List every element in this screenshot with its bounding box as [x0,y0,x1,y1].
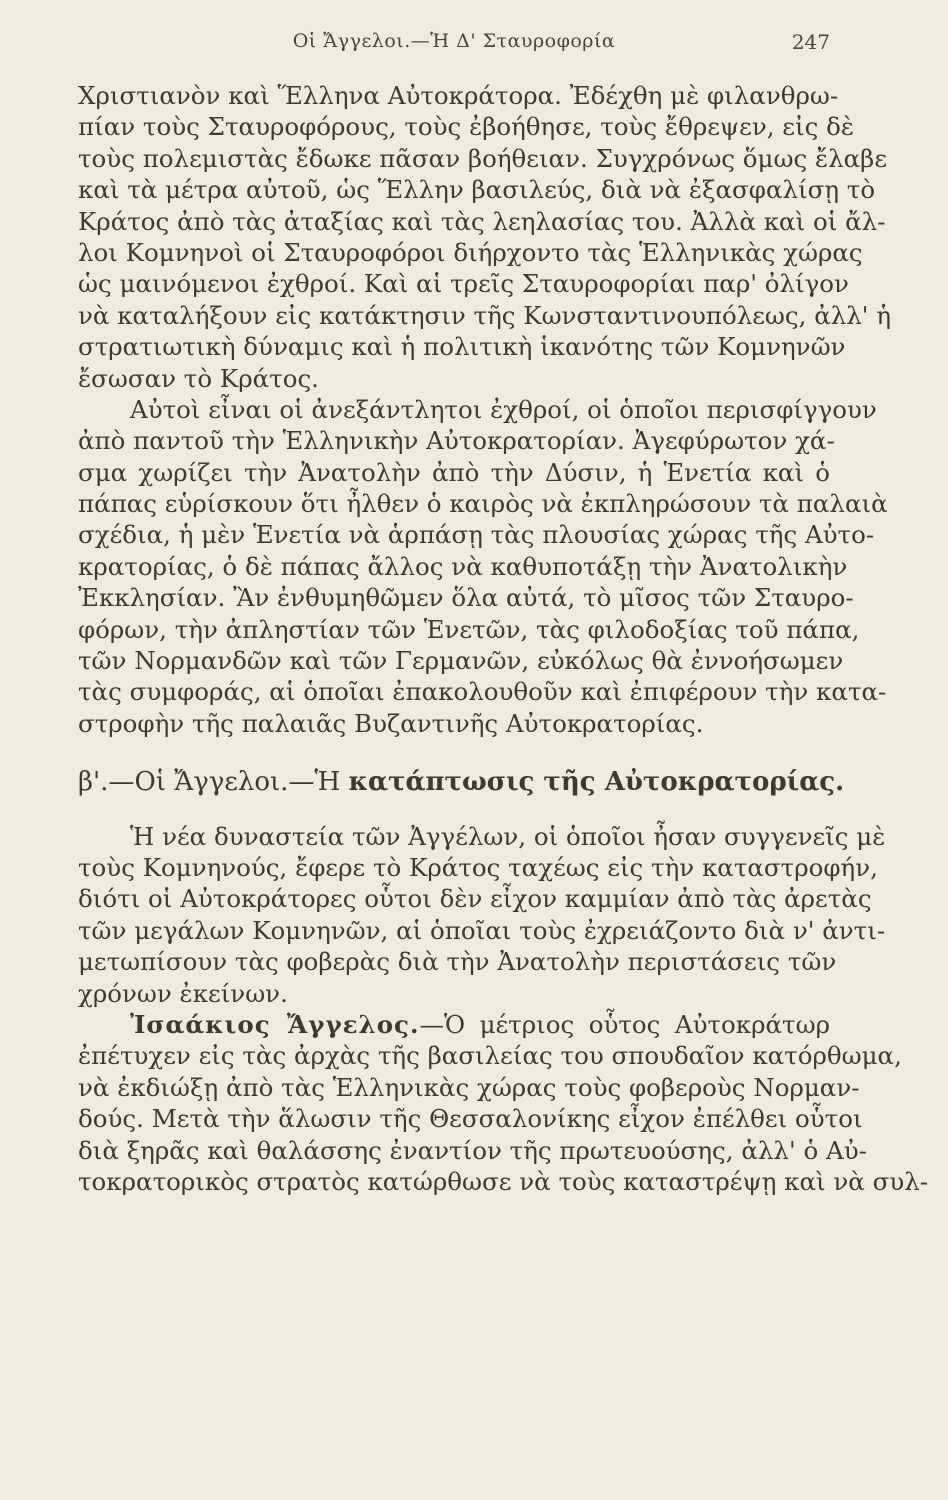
text-line: σμα χωρίζει τὴν Ἀνατολὴν ἀπὸ τὴν Δύσιν, ἡ Ἑνετία καὶ ὁ [78,457,830,487]
text-line: νὰ καταλήξουν εἰς κατάκτησιν τῆς Κωνσταντινουπόλεως, ἀλλ' ἡ [78,300,892,330]
page-header [78,30,830,62]
text-line: νὰ ἐκδιώξῃ ἀπὸ τὰς Ἑλληνικὰς χώρας τοὺς φοβεροὺς Νορμαν- [78,1072,860,1102]
text-line: τὰς συμφοράς, αἱ ὁποῖαι ἐπακολουθοῦν καὶ ἐπιφέρουν τὴν κατα- [78,677,887,707]
text-line: μετωπίσουν τὰς φοβερὰς διὰ τὴν Ἀνατολὴν περιστάσεις τῶν [78,947,837,977]
text-run: —Ὁ μέτριος οὗτος Αὐτοκράτωρ [419,1009,830,1039]
text-line: Ἡ νέα δυναστεία τῶν Ἀγγέλων, οἱ ὁποῖοι ἦσαν συγγενεῖς μὲ [130,821,886,851]
page-body [78,80,929,1197]
text-line: στροφὴν τῆς παλαιᾶς Βυζαντινῆς Αὐτοκρατορίας. [78,708,704,738]
text-line: τῶν Νορμανδῶν καὶ τῶν Γερμανῶν, εὐκόλως θὰ ἐννοήσωμεν [78,646,844,676]
text-line: πάπας εὑρίσκουν ὅτι ἦλθεν ὁ καιρὸς νὰ ἐκπληρώσουν τὰ παλαιὰ [78,489,888,519]
text-line: χρόνων ἐκείνων. [78,978,288,1008]
text-line: διότι οἱ Αὐτοκράτορες οὗτοι δὲν εἶχον καμμίαν ἀπὸ τὰς ἀρετὰς [78,884,872,914]
text-line: τοὺς πολεμιστὰς ἔδωκε πᾶσαν βοήθειαν. Συγχρόνως ὅμως ἔλαβε [78,143,888,173]
text-line: Κράτος ἀπὸ τὰς ἀταξίας καὶ τὰς λεηλασίας του. Ἀλλὰ καὶ οἱ ἄλ- [78,206,886,236]
text-line [78,1009,830,1040]
section-heading-prefix: β'.—Οἱ Ἄγγελοι.—Ἡ [78,767,349,798]
text-line: πίαν τοὺς Σταυροφόρους, τοὺς ἐβοήθησε, τοὺς ἔθρεψεν, εἰς δὲ [78,112,855,142]
subsection-name: Ἰσαάκιος Ἄγγελος. [130,1009,420,1039]
section-heading [78,767,845,798]
paragraph-2 [78,394,888,739]
paragraph-1 [78,80,892,394]
text-line: Χριστιανὸν καὶ Ἕλληνα Αὐτοκράτορα. Ἐδέχθη μὲ φιλανθρω- [78,81,839,110]
text-line: Αὐτοὶ εἶναι οἱ ἀνεξάντλητοι ἐχθροί, οἱ ὁποῖοι περισφίγγουν [130,394,877,424]
text-line: φόρων, τὴν ἀπληστίαν τῶν Ἑνετῶν, τὰς φιλοδοξίας τοῦ πάπα, [78,614,860,644]
text-line: δούς. Μετὰ τὴν ἅλωσιν τῆς Θεσσαλονίκης εἶχον ἐπέλθει οὗτοι [78,1104,863,1134]
paragraph-4 [78,1009,929,1197]
text-line: λοι Κομνηνοὶ οἱ Σταυροφόροι διήρχοντο τὰς Ἑλληνικὰς χώρας [78,237,863,267]
text-line: στρατιωτικὴ δύναμις καὶ ἡ πολιτικὴ ἱκανότης τῶν Κομνηνῶν [78,332,846,362]
page-number: 247 [791,30,830,54]
text-line: σχέδια, ἡ μὲν Ἑνετία νὰ ἁρπάσῃ τὰς πλουσίας χώρας τῆς Αὐτο- [78,520,875,550]
text-line: κρατορίας, ὁ δὲ πάπας ἄλλος νὰ καθυποτάξῃ τὴν Ἀνατολικὴν [78,551,848,581]
paragraph-3 [78,821,886,1009]
text-line: ἐπέτυχεν εἰς τὰς ἀρχὰς τῆς βασιλείας του σπουδαῖον κατόρθωμα, [78,1041,902,1071]
running-title: Οἱ Ἄγγελοι.—Ἡ Δ' Σταυροφορία [292,30,616,52]
section-heading-title: κατάπτωσις τῆς Αὐτοκρατορίας. [348,767,845,798]
text-line: Ἐκκλησίαν. Ἂν ἐνθυμηθῶμεν ὅλα αὐτά, τὸ μῖσος τῶν Σταυρο- [78,583,854,613]
text-line: ὡς μαινόμενοι ἐχθροί. Καὶ αἱ τρεῖς Σταυροφορίαι παρ' ὀλίγον [78,269,849,299]
text-line: καὶ τὰ μέτρα αὐτοῦ, ὡς Ἕλλην βασιλεύς, διὰ νὰ ἐξασφαλίσῃ τὸ [78,175,876,205]
text-line: ἔσωσαν τὸ Κράτος. [78,363,319,393]
text-line: τοὺς Κομνηνούς, ἔφερε τὸ Κράτος ταχέως εἰς τὴν καταστροφήν, [78,853,878,882]
text-line: τοκρατορικὸς στρατὸς κατώρθωσε νὰ τοὺς καταστρέψῃ καὶ νὰ συλ- [78,1166,929,1196]
text-line: ἀπὸ παντοῦ τὴν Ἑλληνικὴν Αὐτοκρατορίαν. Ἀγεφύρωτον χά- [78,426,835,456]
text-line: τῶν μεγάλων Κομνηνῶν, αἱ ὁποῖαι τοὺς ἐχρειάζοντο διὰ ν' ἀντι- [78,915,886,945]
text-line: διὰ ξηρᾶς καὶ θαλάσσης ἐναντίον τῆς πρωτευούσης, ἀλλ' ὁ Αὐ- [78,1135,867,1165]
